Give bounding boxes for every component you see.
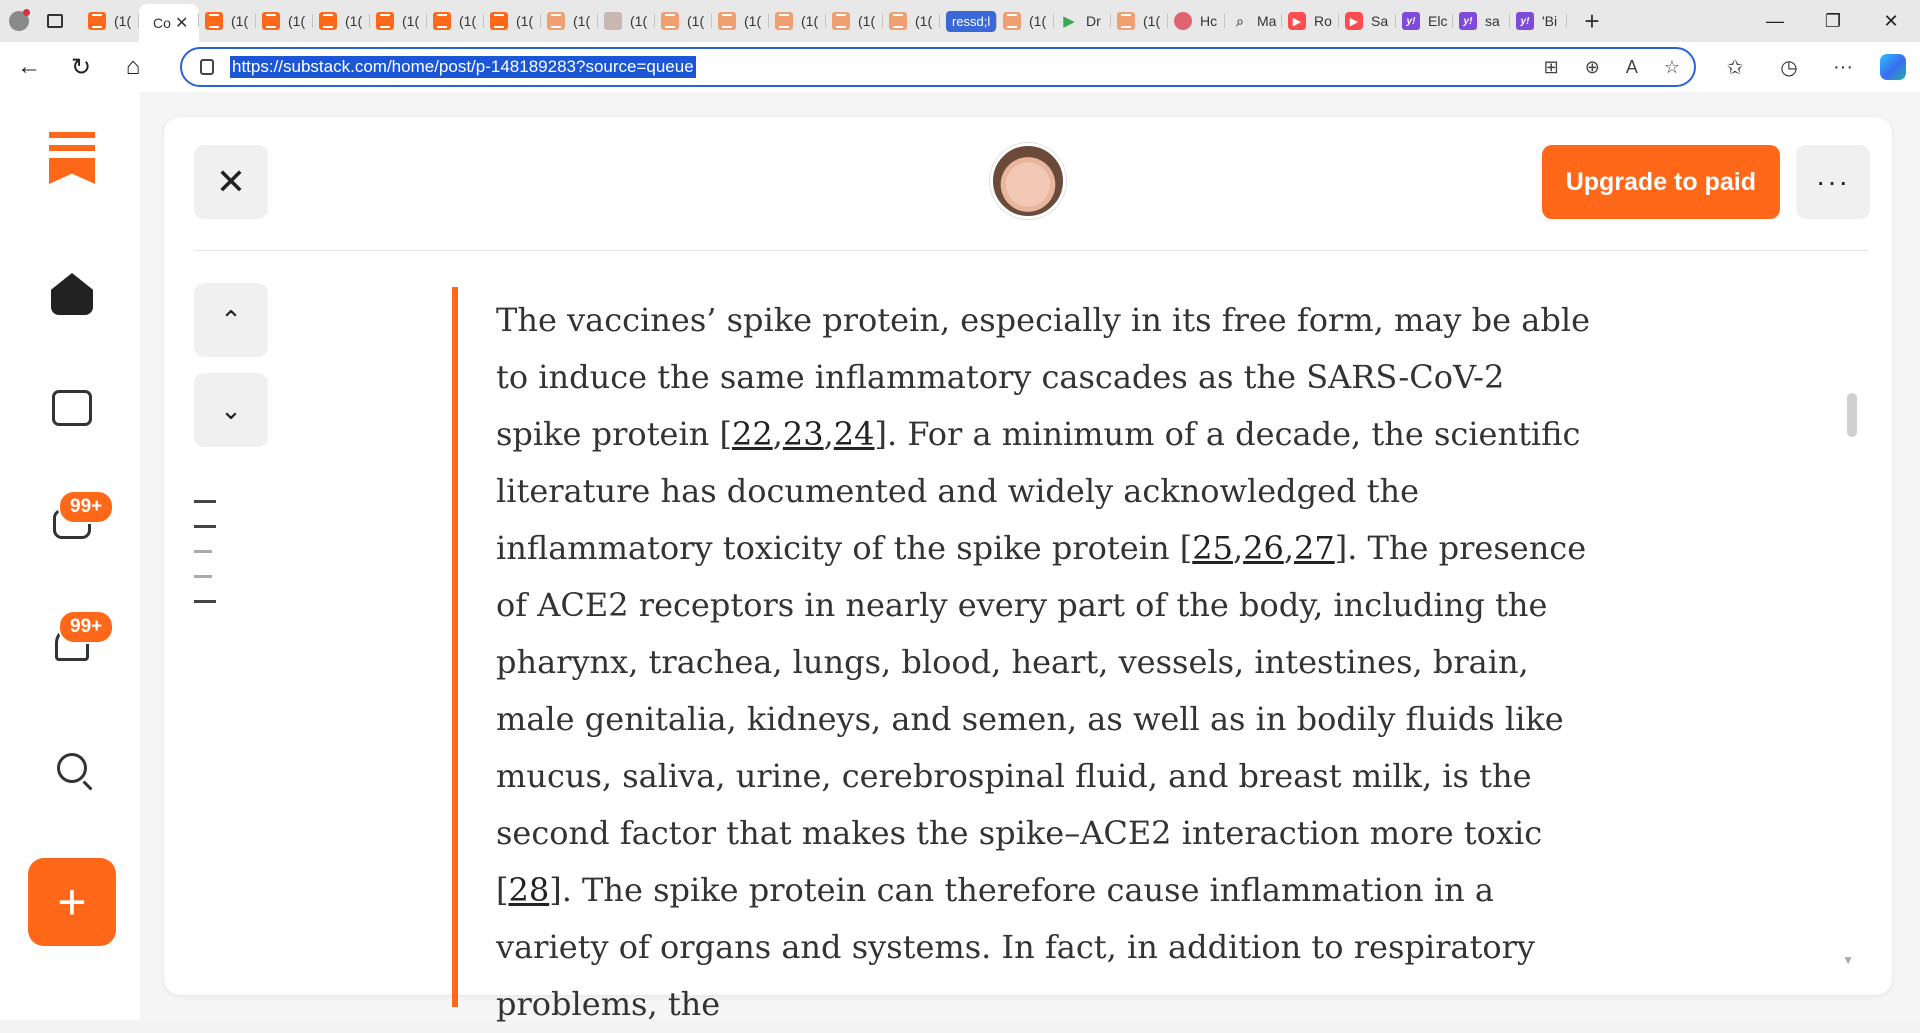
tab[interactable]	[997, 5, 1054, 37]
tab-favicon-icon	[1003, 12, 1021, 30]
tab-label: (1(	[402, 13, 420, 29]
tab-favicon-icon	[205, 12, 223, 30]
zoom-icon[interactable]: ⊕	[1584, 56, 1600, 77]
tab-label: (1(	[1029, 13, 1047, 29]
tab-label: Sa	[1371, 13, 1389, 29]
home-button[interactable]: ⌂	[125, 53, 141, 80]
tab[interactable]	[940, 5, 997, 37]
nav-inbox[interactable]	[48, 384, 96, 432]
author-avatar[interactable]	[990, 143, 1066, 219]
search-icon	[57, 753, 87, 783]
home-icon	[51, 273, 93, 315]
chat-badge: 99+	[58, 490, 114, 524]
tab[interactable]	[1396, 5, 1453, 37]
tab-favicon-icon	[889, 12, 907, 30]
nav-search[interactable]	[48, 744, 96, 792]
scrollbar-thumb[interactable]	[1847, 393, 1857, 437]
tab-actions-button[interactable]	[38, 0, 72, 42]
tab-active[interactable]	[139, 4, 199, 42]
tab[interactable]	[541, 5, 598, 37]
tab[interactable]	[1339, 5, 1396, 37]
tab[interactable]	[427, 5, 484, 37]
tab-favicon-icon	[1174, 12, 1192, 30]
tab[interactable]	[370, 5, 427, 37]
copilot-icon[interactable]	[1880, 54, 1906, 80]
tab-label: (1(	[231, 13, 249, 29]
profile-alert-dot	[23, 9, 30, 16]
tab-favicon-icon	[490, 12, 508, 30]
tab-favicon-icon: y!	[1459, 12, 1477, 30]
tab[interactable]	[655, 5, 712, 37]
tab-favicon-icon	[262, 12, 280, 30]
tab-label: (1(	[630, 13, 648, 29]
tab-favicon-icon	[718, 12, 736, 30]
compose-button[interactable]: +	[28, 858, 116, 946]
citation-separator: ,	[1283, 529, 1294, 567]
restore-button[interactable]: ❐	[1824, 10, 1842, 31]
notifications-badge: 99+	[58, 610, 114, 644]
tab-label: ressd;l	[946, 11, 996, 32]
tab[interactable]	[256, 5, 313, 37]
window-controls	[1746, 0, 1920, 42]
tab[interactable]	[883, 5, 940, 37]
tab-favicon-icon	[376, 12, 394, 30]
text-segment: The vaccines’ spike protein, especially in its free form, may be able to induce the same inflammatory cascades as the SARS-CoV-2 spike protein [	[496, 301, 1590, 453]
tab-label: 'Bi	[1542, 13, 1558, 29]
tab[interactable]	[82, 5, 139, 37]
tab-close-icon[interactable]: ✕	[175, 15, 189, 32]
toc-line[interactable]	[194, 550, 212, 553]
address-bar-actions	[1544, 49, 1680, 85]
browser-tab-strip	[0, 0, 1920, 42]
toc-line[interactable]	[194, 500, 216, 503]
tab[interactable]	[1225, 5, 1282, 37]
tab-favicon-icon: ▶	[1063, 13, 1075, 30]
tab-favicon-icon	[433, 12, 451, 30]
citation-link[interactable]: 27	[1294, 529, 1335, 567]
more-options-button[interactable]: ···	[1796, 145, 1870, 219]
citation-link[interactable]: 25	[1192, 529, 1233, 567]
citation-link[interactable]: 23	[782, 415, 824, 453]
tab-favicon-icon	[547, 12, 565, 30]
scroll-down-arrow[interactable]: ▼	[1842, 953, 1854, 967]
tab[interactable]	[1054, 5, 1111, 37]
tab-favicon-icon	[604, 12, 622, 30]
tab-favicon-icon: ⌕	[1236, 12, 1244, 29]
tab[interactable]	[484, 5, 541, 37]
tab-favicon-icon: y!	[1516, 12, 1534, 30]
tab[interactable]	[1168, 5, 1225, 37]
nav-home[interactable]	[48, 270, 96, 318]
tab[interactable]	[712, 5, 769, 37]
tab[interactable]	[769, 5, 826, 37]
tab-label: (1(	[801, 13, 819, 29]
tab-label: (1(	[288, 13, 306, 29]
tab-favicon-icon	[661, 12, 679, 30]
tab-label: Ro	[1314, 13, 1332, 29]
tab-favicon-icon	[319, 12, 337, 30]
citation-link[interactable]: 26	[1243, 529, 1284, 567]
previous-post-button[interactable]: ⌃	[194, 283, 268, 357]
close-window-button[interactable]: ✕	[1883, 10, 1899, 31]
toc-line[interactable]	[194, 525, 216, 528]
refresh-button[interactable]: ↻	[70, 53, 92, 81]
text-segment: ]. The presence of ACE2 receptors in nearly every part of the body, including the pharynx, trachea, lungs, blood, heart, vessels, intestines, brain, male genitalia, kidneys, and semen, as well as in bodily fluids like mucus, saliva, urine, cerebrospinal fluid, and breast milk, is the second factor that makes the spike–ACE2 interaction more toxic [	[496, 529, 1587, 909]
more-tools-icon[interactable]: ···	[1833, 55, 1853, 78]
tab[interactable]	[826, 5, 883, 37]
new-tab-button[interactable]: +	[1584, 5, 1600, 36]
citation-link[interactable]: 24	[833, 415, 875, 453]
history-icon[interactable]: ◷	[1780, 56, 1798, 79]
tab-favicon-icon	[1117, 12, 1135, 30]
tab-label: (1(	[1143, 13, 1161, 29]
tab[interactable]	[1510, 5, 1567, 37]
citation-separator: ,	[823, 415, 834, 453]
tab-label: Co	[153, 15, 171, 31]
profile-button[interactable]	[0, 0, 38, 42]
substack-logo[interactable]	[49, 132, 95, 186]
minimize-button[interactable]: —	[1766, 10, 1784, 31]
favorite-star-icon[interactable]: ☆	[1663, 56, 1680, 77]
tab-label: Dr	[1086, 13, 1101, 29]
citation-separator: ,	[772, 415, 783, 453]
tab-favicon-icon: ▶	[1288, 12, 1306, 30]
split-screen-icon[interactable]: ⊞	[1543, 56, 1559, 77]
tab[interactable]	[313, 5, 370, 37]
text-segment: ]. The spike protein can therefore cause inflammation in a variety of organs and systems. In fact, in addition to respiratory problems, the	[496, 871, 1535, 1023]
tab-label: sa	[1485, 13, 1500, 29]
tab-label: (1(	[345, 13, 363, 29]
tab-favicon-icon	[832, 12, 850, 30]
left-navigation	[0, 92, 140, 1020]
lock-icon	[200, 59, 214, 75]
tab[interactable]	[598, 5, 655, 37]
tab-label: Elc	[1428, 13, 1448, 29]
favorites-icon[interactable]: ✩	[1726, 56, 1744, 79]
tab-favicon-icon	[88, 12, 106, 30]
toc-line[interactable]	[194, 600, 216, 603]
close-post-button[interactable]: ✕	[194, 145, 268, 219]
substack-page	[0, 92, 1920, 1023]
header-divider	[194, 250, 1868, 251]
tab[interactable]	[1453, 5, 1510, 37]
tab-label: (1(	[915, 13, 933, 29]
tab[interactable]	[1282, 5, 1339, 37]
citation-link[interactable]: 28	[508, 871, 550, 909]
citation-link[interactable]: 22	[731, 415, 773, 453]
upgrade-to-paid-button[interactable]: Upgrade to paid	[1542, 145, 1780, 219]
article-body	[452, 292, 1592, 1033]
inbox-icon	[52, 390, 92, 426]
text-segment: ]. For a minimum of a decade, the scientific literature has documented and widely acknowledged the inflammatory toxicity of the spike protein [	[496, 415, 1581, 567]
next-post-button[interactable]: ⌄	[194, 373, 268, 447]
tab-label: (1(	[459, 13, 477, 29]
tab-label: (1(	[744, 13, 762, 29]
tab-label: (1(	[114, 13, 132, 29]
read-aloud-icon[interactable]: A	[1625, 56, 1638, 77]
article-paragraph	[496, 292, 1592, 1033]
tabs-icon	[47, 14, 63, 28]
tab[interactable]	[1111, 5, 1168, 37]
table-of-contents[interactable]	[194, 500, 216, 625]
back-button[interactable]: ←	[17, 53, 41, 80]
tab-label: (1(	[687, 13, 705, 29]
tab-favicon-icon: ▶	[1345, 12, 1363, 30]
tab-label: Hc	[1200, 13, 1218, 29]
tab-favicon-icon: y!	[1402, 12, 1420, 30]
tab-list	[82, 0, 1567, 42]
toc-line[interactable]	[194, 575, 212, 578]
tab-label: Ma	[1257, 13, 1277, 29]
address-toolbar	[0, 42, 1920, 92]
address-bar[interactable]	[180, 47, 1696, 87]
citation-separator: ,	[1232, 529, 1244, 567]
tab-label: (1(	[516, 13, 534, 29]
post-reader	[164, 117, 1892, 1023]
tab-label: (1(	[573, 13, 591, 29]
tab-label: (1(	[858, 13, 876, 29]
browser-tools	[1708, 42, 1920, 92]
url-text[interactable]: https://substack.com/home/post/p-148189283?source=queue	[232, 57, 694, 76]
tab[interactable]	[199, 5, 256, 37]
tab-favicon-icon	[775, 12, 793, 30]
